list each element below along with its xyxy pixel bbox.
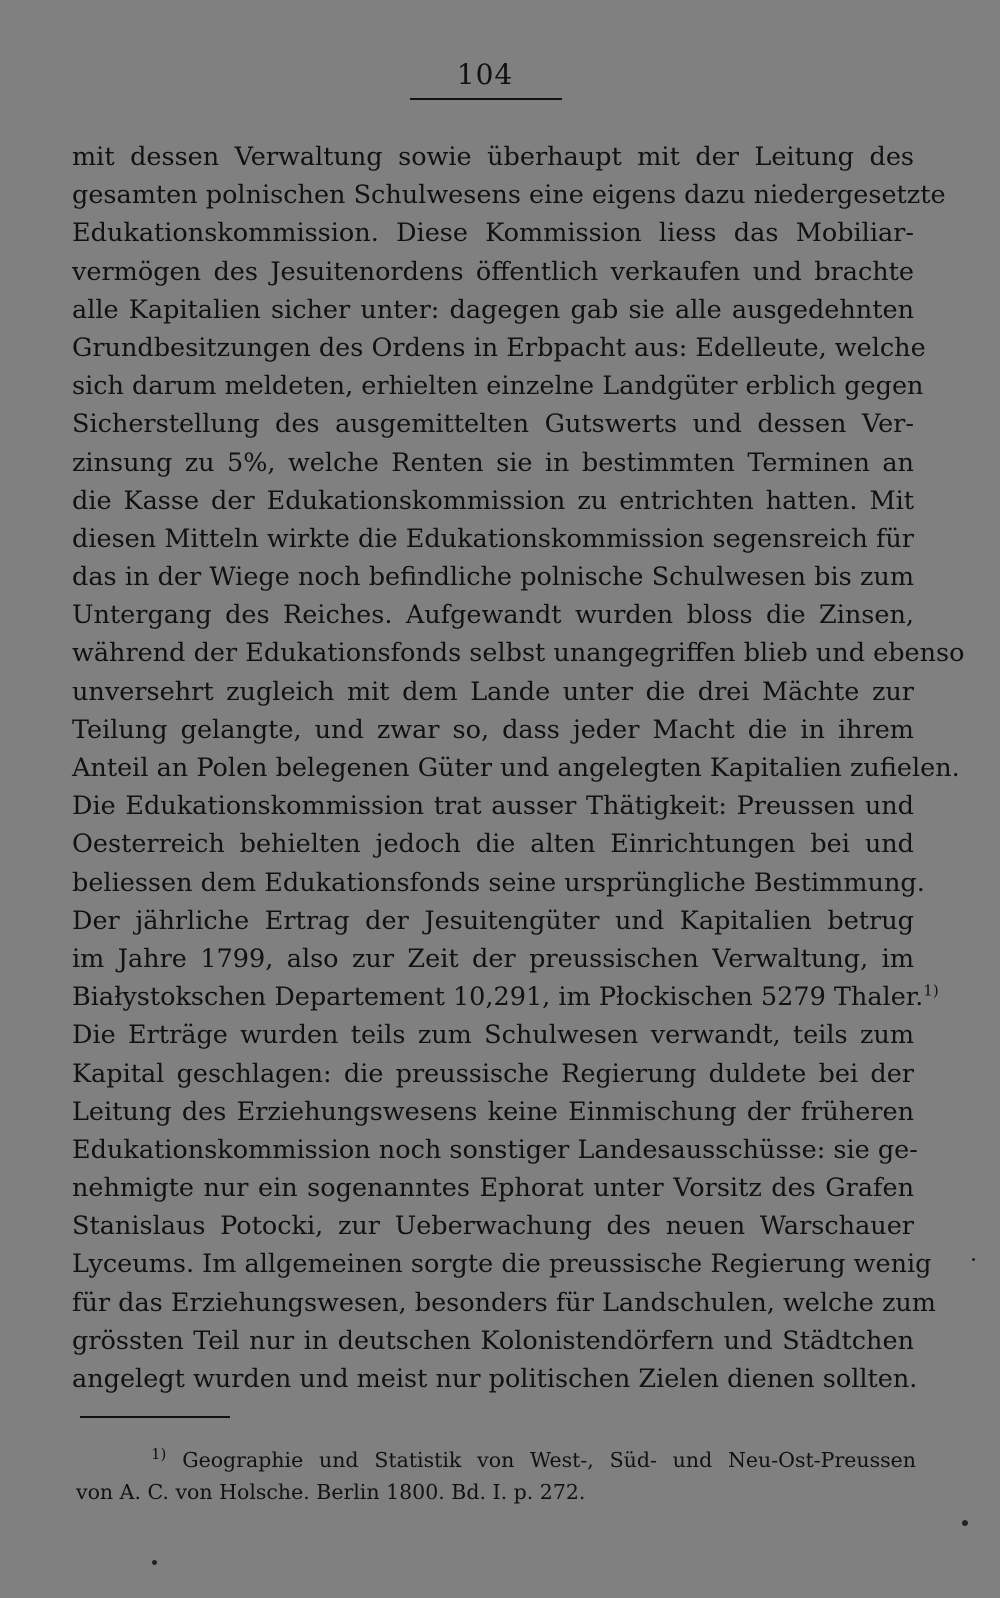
page-number-rule — [410, 98, 562, 100]
footnote-text: Geographie und Statistik von West-, Süd- und Neu-Ost-Preussen — [182, 1448, 916, 1472]
text-line: zinsung zu 5%, welche Renten sie in bestimmten Terminen an — [72, 447, 914, 478]
text-line: Edukationskommission noch sonstiger Landesausschüsse: sie ge- — [72, 1134, 918, 1165]
text-line: Die Erträge wurden teils zum Schulwesen verwandt, teils zum — [72, 1020, 914, 1051]
text-line: Grundbesitzungen des Ordens in Erbpacht aus: Edelleute, welche — [72, 332, 926, 363]
text-line: im Jahre 1799, also zur Zeit der preussischen Verwaltung, im — [72, 943, 914, 974]
text-line: gesamten polnischen Schulwesens eine eigens dazu niedergesetzte — [72, 180, 946, 211]
footnote — [76, 1444, 916, 1508]
text-line-with-footnote-ref — [72, 978, 939, 1016]
body-text — [72, 138, 965, 1398]
footnote-rule — [80, 1416, 230, 1418]
text-line: Der jährliche Ertrag der Jesuitengüter und Kapitalien betrug — [72, 905, 914, 936]
text-line: Lyceums. Im allgemeinen sorgte die preussische Regierung wenig — [72, 1249, 932, 1280]
footnote-reference: 1) — [923, 981, 939, 1000]
text-line: Untergang des Reiches. Aufgewandt wurden bloss die Zinsen, — [72, 600, 914, 631]
text-line: Edukationskommission. Diese Kommission liess das Mobiliar- — [72, 218, 914, 249]
text-line: während der Edukationsfonds selbst unangegriffen blieb und ebenso — [72, 638, 965, 669]
text-line: alle Kapitalien sicher unter: dagegen gab sie alle ausgedehnten — [72, 294, 914, 325]
page-number: 104 — [456, 58, 514, 91]
footnote-line — [76, 1444, 916, 1476]
text-line: grössten Teil nur in deutschen Kolonistendörfern und Städtchen — [72, 1325, 914, 1356]
text-line: Leitung des Erziehungswesens keine Einmischung der früheren — [72, 1096, 914, 1127]
text-line: Stanislaus Potocki, zur Ueberwachung des neuen Warschauer — [72, 1211, 914, 1242]
text-line: angelegt wurden und meist nur politischen Zielen dienen sollten. — [72, 1364, 918, 1394]
text-line: Oesterreich behielten jedoch die alten Einrichtungen bei und — [72, 829, 914, 860]
text-line: nehmigte nur ein sogenanntes Ephorat unter Vorsitz des Grafen — [72, 1173, 914, 1204]
text-line: sich darum meldeten, erhielten einzelne Landgüter erblich gegen — [72, 371, 924, 402]
scan-speck — [972, 1258, 975, 1261]
footnote-marker: 1) — [151, 1445, 167, 1464]
scan-speck — [962, 1520, 968, 1526]
text-line: die Kasse der Edukationskommission zu entrichten hatten. Mit — [72, 485, 914, 516]
text-line: unversehrt zugleich mit dem Lande unter die drei Mächte zur — [72, 676, 914, 707]
text-line: vermögen des Jesuitenordens öffentlich verkaufen und brachte — [72, 256, 914, 287]
text-line: Sicherstellung des ausgemittelten Gutswerts und dessen Ver- — [72, 409, 914, 440]
text-line-content: Białystokschen Departement 10,291, im Płockischen 5279 Thaler. — [72, 982, 924, 1013]
text-line: beliessen dem Edukationsfonds seine ursprüngliche Bestimmung. — [72, 867, 925, 898]
text-line: mit dessen Verwaltung sowie überhaupt mit der Leitung des — [72, 142, 914, 172]
footnote-line: von A. C. von Holsche. Berlin 1800. Bd. I. p. 272. — [76, 1480, 586, 1504]
text-line: diesen Mitteln wirkte die Edukationskommission segensreich für — [72, 523, 914, 554]
text-line: Teilung gelangte, und zwar so, dass jeder Macht die in ihrem — [72, 714, 914, 745]
scan-speck — [152, 1560, 157, 1565]
text-line: Anteil an Polen belegenen Güter und angelegten Kapitalien zufielen. — [72, 753, 960, 783]
text-line: für das Erziehungswesen, besonders für Landschulen, welche zum — [72, 1287, 936, 1318]
text-line: das in der Wiege noch befindliche polnische Schulwesen bis zum — [72, 562, 914, 593]
text-line: Kapital geschlagen: die preussische Regierung duldete bei der — [72, 1058, 914, 1089]
text-line: Die Edukationskommission trat ausser Thätigkeit: Preussen und — [72, 791, 914, 822]
